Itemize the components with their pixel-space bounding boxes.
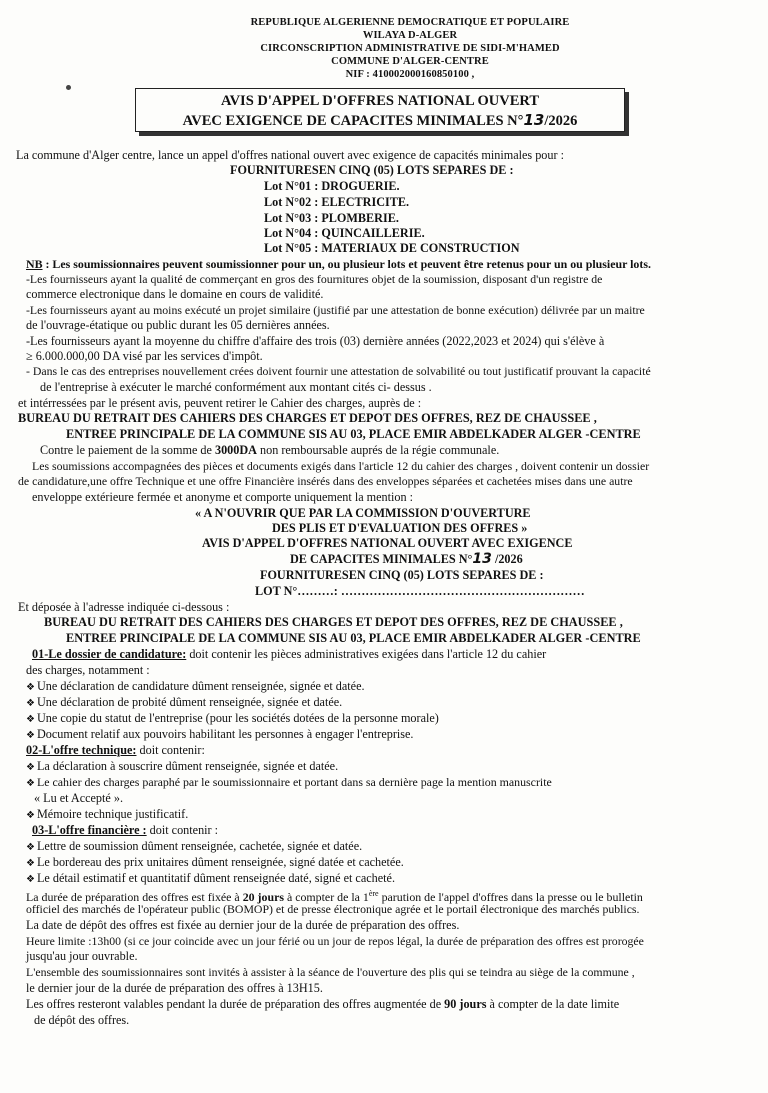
nb-text: : Les soumissionnaires peuvent soumissionner pour un, ou plusieur lots et peuvent être retenus pour un ou plusieur lots. xyxy=(42,257,651,271)
payment-amount: 3000DA xyxy=(214,443,257,457)
mention-lot-line: LOT N°………: …………………………………………………… xyxy=(255,584,585,598)
lu-et-accepte: « Lu et Accepté ». xyxy=(34,791,124,805)
submission-line: de candidature,une offre Technique et une offre Financière insérés dans des enveloppes séparées et cachetées mises dans une autre xyxy=(18,474,633,488)
closing-line: La date de dépôt des offres est fixée au dernier jour de la durée de préparation des offres. xyxy=(26,918,460,932)
condition-line: de l'entreprise à exécuter le marché conformément aux montant cités ci- dessus . xyxy=(40,380,432,394)
section1-heading xyxy=(32,647,546,662)
lot-item: Lot N°03 : PLOMBERIE. xyxy=(264,211,399,225)
mention-line4-text: DE CAPACITES MINIMALES N° xyxy=(290,552,473,566)
bureau-line1: BUREAU DU RETRAIT DES CAHIERS DES CHARGES ET DEPOT DES OFFRES, REZ DE CHAUSSEE , xyxy=(44,615,623,629)
title-box xyxy=(135,88,625,132)
bullet-item xyxy=(26,871,395,887)
section1-title: 01-Le dossier de candidature: xyxy=(32,647,187,661)
bureau-line2: ENTREE PRINCIPALE DE LA COMMUNE SIS AU 03, PLACE EMIR ABDELKADER ALGER -CENTRE xyxy=(66,631,641,645)
diamond-bullet-icon: ❖ xyxy=(26,730,35,741)
diamond-bullet-icon: ❖ xyxy=(26,698,35,709)
diamond-bullet-icon: ❖ xyxy=(26,714,35,725)
bullet-item xyxy=(26,679,365,695)
mention-line1: « A N'OUVRIR QUE PAR LA COMMISSION D'OUVERTURE xyxy=(195,506,531,520)
bureau-line1: BUREAU DU RETRAIT DES CAHIERS DES CHARGES ET DEPOT DES OFFRES, REZ DE CHAUSSEE , xyxy=(18,411,597,425)
handwritten-number: 13 xyxy=(472,551,492,567)
header-block xyxy=(200,16,620,81)
condition-line: -Les fournisseurs ayant au moins exécuté un projet similaire (justifié par une attestation de bonne exécution) délivrée par un maitre xyxy=(26,303,645,317)
section3-heading xyxy=(32,823,218,838)
section1-cont: des charges, notamment : xyxy=(26,663,150,677)
validity-pre: Les offres resteront valables pendant la durée de préparation des offres augmentée de xyxy=(26,997,445,1011)
lot-item: Lot N°05 : MATERIAUX DE CONSTRUCTION xyxy=(264,241,520,255)
lot-item: Lot N°02 : ELECTRICITE. xyxy=(264,195,410,209)
closing-line: officiel des marchés de l'opérateur public (BOMOP) et de presse électronique agrée et le portail électronique des marchés publics. xyxy=(26,902,640,916)
condition-line: -Les fournisseurs ayant la qualité de commerçant en gros des fournitures objet de la soumission, disposant d'un registre de xyxy=(26,272,603,286)
diamond-bullet-icon: ❖ xyxy=(26,874,35,885)
bullet-text: Lettre de soumission dûment renseignée, cachetée, signée et datée. xyxy=(36,839,363,853)
validity-days: 90 jours xyxy=(444,997,487,1011)
bullet-item xyxy=(26,839,362,855)
submission-line: Les soumissions accompagnées des pièces et documents exigés dans l'article 12 du cahier des charges , doivent contenir un dossier xyxy=(32,459,650,473)
validity-post: à compter de la date limite xyxy=(486,997,620,1011)
mention-line4 xyxy=(290,552,523,567)
submission-line: enveloppe extérieure fermée et anonyme et comporte uniquement la mention : xyxy=(32,490,414,504)
bullet-text: La déclaration à souscrire dûment renseignée, signée et datée. xyxy=(36,759,339,773)
bullet-text: Le détail estimatif et quantitatif dûment renseignée daté, signé et cacheté. xyxy=(36,871,395,885)
deposit-intro: Et déposée à l'adresse indiquée ci-dessous : xyxy=(18,600,230,614)
duree-days: 20 jours xyxy=(242,889,284,904)
bullet-text: Document relatif aux pouvoirs habilitant les personnes à engager l'entreprise. xyxy=(36,727,414,741)
diamond-bullet-icon: ❖ xyxy=(26,858,35,869)
closing-line: L'ensemble des soumissionnaires sont invités à assister à la séance de l'ouverture des plis qui se teindra au siège de la commune , xyxy=(26,965,635,979)
bullet-text: Le bordereau des prix unitaires dûment renseignée, signé datée et cachetée. xyxy=(36,855,404,869)
section2-text: doit contenir: xyxy=(136,743,205,757)
mention-line2: DES PLIS ET D'EVALUATION DES OFFRES » xyxy=(272,521,528,535)
bullet-text: Mémoire technique justificatif. xyxy=(36,807,189,821)
duree-mid: à compter de la 1 xyxy=(283,889,369,904)
diamond-bullet-icon: ❖ xyxy=(26,778,35,789)
header-wilaya: WILAYA D-ALGER xyxy=(362,30,458,41)
condition-line: et intérressées par le présent avis, peuvent retirer le Cahier des charges, auprès de : xyxy=(18,396,422,410)
section3-text: doit contenir : xyxy=(146,823,219,837)
bullet-text: Une copie du statut de l'entreprise (pour les sociétés dotées de la personne morale) xyxy=(36,711,439,725)
duree-sup: ère xyxy=(368,889,379,898)
section3-title: 03-L'offre financière : xyxy=(32,823,147,837)
nb-label: NB xyxy=(26,257,43,271)
bullet-item xyxy=(26,775,552,791)
bullet-item xyxy=(26,759,338,775)
intro-text: La commune d'Alger centre, lance un appel d'offres national ouvert avec exigence de capacités minimales pour : xyxy=(16,148,564,162)
nb-note xyxy=(26,257,651,272)
condition-line: ≥ 6.000.000,00 DA visé par les services d'impôt. xyxy=(26,349,263,363)
bullet-item xyxy=(26,695,342,711)
condition-line: - Dans le cas des entreprises nouvellement crées doivent fournir une attestation de solvabilité ou tout justificatif prouvant la capacité xyxy=(26,364,651,378)
payment-pre: Contre le paiement de la somme de xyxy=(40,443,215,457)
validity-line xyxy=(26,997,619,1012)
header-commune: COMMUNE D'ALGER-CENTRE xyxy=(331,56,489,67)
lots-heading: FOURNITURESEN CINQ (05) LOTS SEPARES DE : xyxy=(230,163,514,177)
duree-post: parution de l'appel d'offres dans la presse ou le bulletin xyxy=(378,889,643,904)
bullet-item xyxy=(26,807,188,823)
title-line2 xyxy=(136,111,624,131)
mention-year: /2026 xyxy=(491,552,523,566)
bullet-item xyxy=(26,855,404,871)
section1-text: doit contenir les pièces administratives exigées dans l'article 12 du cahier xyxy=(186,647,547,661)
condition-line: de l'ouvrage-étatique ou public durant les 05 dernières années. xyxy=(26,318,330,332)
title-year: /2026 xyxy=(544,113,578,129)
closing-line: Heure limite :13h00 (si ce jour coincide avec un jour férié ou un jour de repos légal, la durée de préparation des offres est prorogée xyxy=(26,934,644,948)
title-line2-text: AVEC EXIGENCE DE CAPACITES MINIMALES N° xyxy=(182,113,524,129)
duree-pre: La durée de préparation des offres est fixée à xyxy=(26,889,243,904)
bullet-text: Une déclaration de probité dûment renseignée, signée et datée. xyxy=(36,695,343,709)
bullet-item xyxy=(26,711,439,727)
payment-text xyxy=(40,443,499,458)
section2-heading xyxy=(26,743,205,758)
mention-line5: FOURNITURESEN CINQ (05) LOTS SEPARES DE : xyxy=(260,568,544,582)
closing-line: jusqu'au jour ouvrable. xyxy=(26,949,138,963)
closing-line: de dépôt des offres. xyxy=(34,1013,130,1027)
mention-line3: AVIS D'APPEL D'OFFRES NATIONAL OUVERT AVEC EXIGENCE xyxy=(202,536,573,550)
diamond-bullet-icon: ❖ xyxy=(26,810,35,821)
speck xyxy=(66,85,71,90)
header-nif: NIF : 410002000160850100 , xyxy=(345,69,475,80)
header-circonscription: CIRCONSCRIPTION ADMINISTRATIVE DE SIDI-M'HAMED xyxy=(260,43,560,54)
lot-item: Lot N°04 : QUINCAILLERIE. xyxy=(264,226,425,240)
diamond-bullet-icon: ❖ xyxy=(26,682,35,693)
diamond-bullet-icon: ❖ xyxy=(26,762,35,773)
bullet-text: Le cahier des charges paraphé par le soumissionnaire et portant dans sa dernière page la mention manuscrite xyxy=(36,775,552,789)
diamond-bullet-icon: ❖ xyxy=(26,842,35,853)
title-line1: AVIS D'APPEL D'OFFRES NATIONAL OUVERT xyxy=(220,93,539,109)
closing-line: le dernier jour de la durée de préparation des offres à 13H15. xyxy=(26,981,323,995)
condition-line: -Les fournisseurs ayant la moyenne du chiffre d'affaire des trois (03) dernière années (2022,2023 et 2024) qui s'élève à xyxy=(26,334,605,348)
lot-item: Lot N°01 : DROGUERIE. xyxy=(264,179,400,193)
section2-title: 02-L'offre technique: xyxy=(26,743,137,757)
bureau-line2: ENTREE PRINCIPALE DE LA COMMUNE SIS AU 03, PLACE EMIR ABDELKADER ALGER -CENTRE xyxy=(66,427,641,441)
handwritten-number: 13 xyxy=(523,111,545,129)
bullet-item xyxy=(26,727,413,743)
condition-line: commerce electronique dans le domaine en cours de validité. xyxy=(26,287,324,301)
payment-post: non remboursable auprés de la régie communale. xyxy=(256,443,500,457)
header-republic: REPUBLIQUE ALGERIENNE DEMOCRATIQUE ET POPULAIRE xyxy=(250,17,570,28)
bullet-text: Une déclaration de candidature dûment renseignée, signée et datée. xyxy=(36,679,365,693)
